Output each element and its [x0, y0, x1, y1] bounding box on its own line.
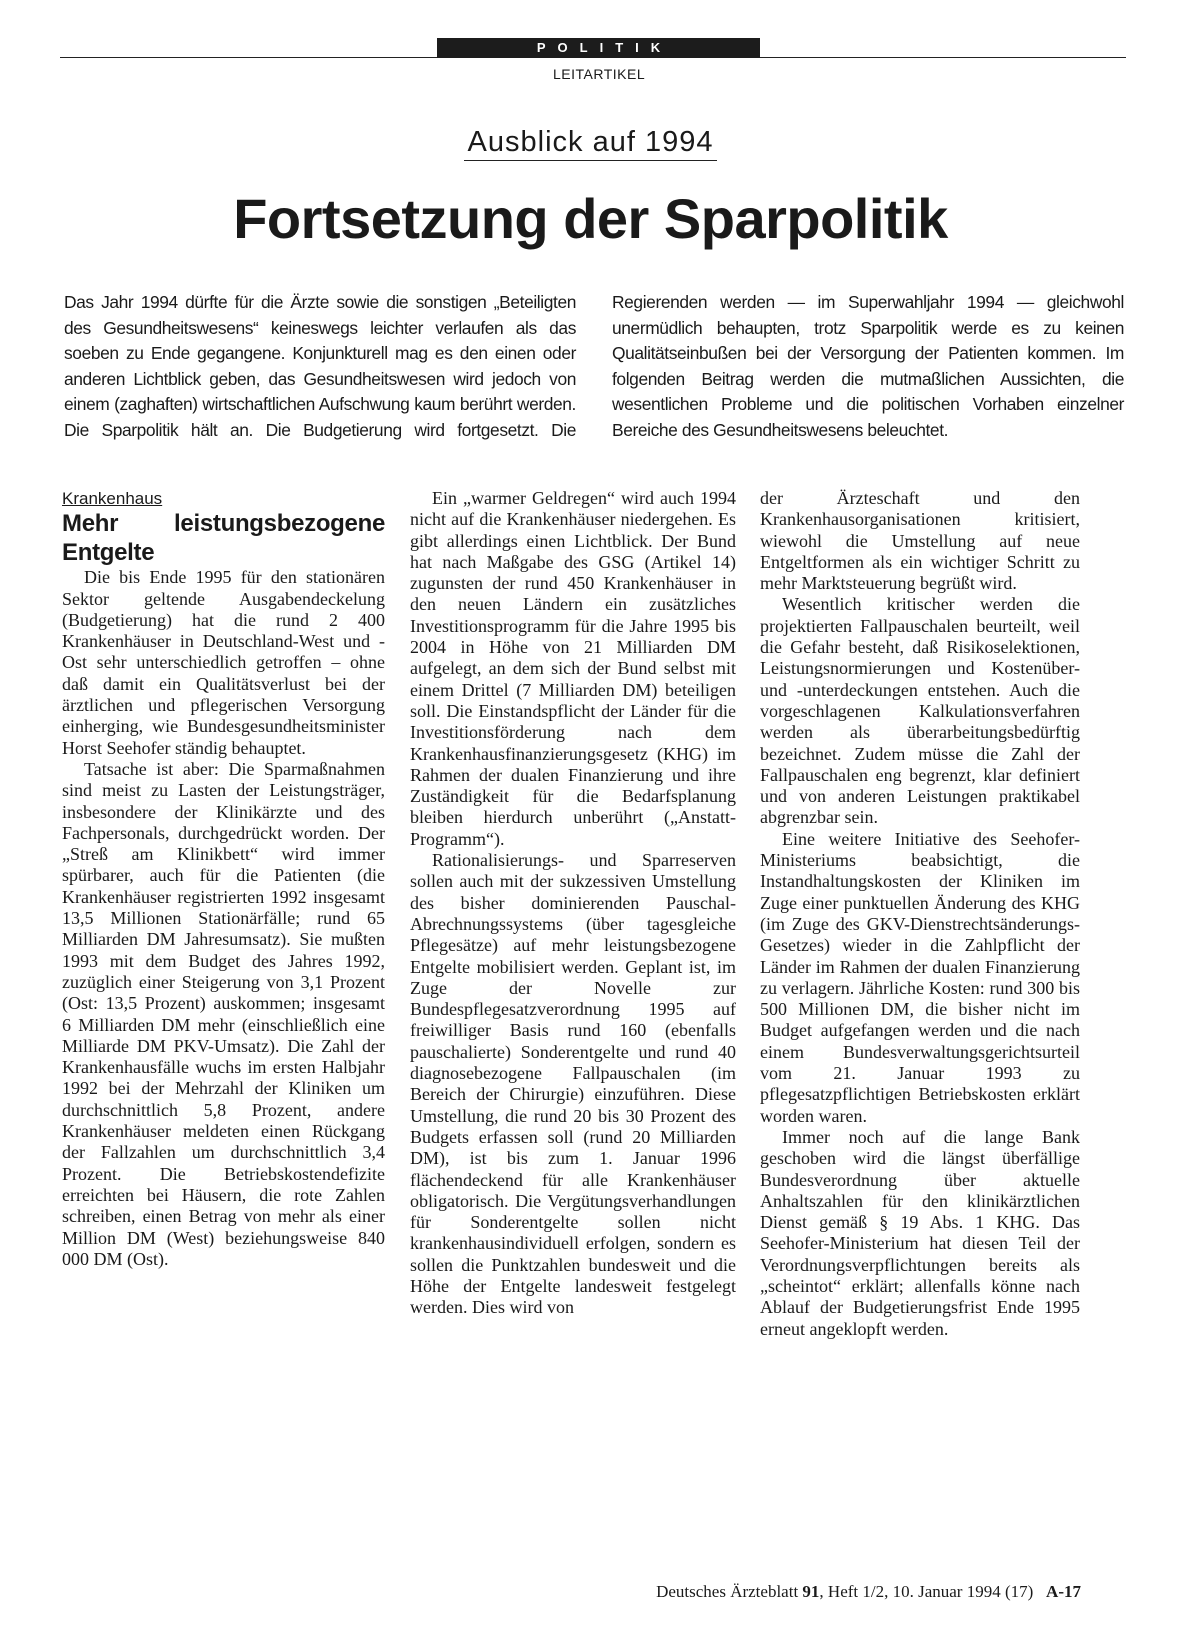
paragraph: Wesentlich kritischer werden die projektierten Fallpauschalen beurteilt, weil die Gefahr besteht, daß Risikoselektionen, Leistungsnormierungen und Kostenüber- und -unterdeckungen entstehen. Auch die vorgeschlagenen Kalkulationsverfahren werden als überarbeitungsbedürftig bezeichnet. Zudem müsse die Zahl der Fallpauschalen eng begrenzt, klar definiert und von anderen Leistungen praktikabel abgrenzbar sein. — [760, 594, 1080, 828]
kicker-text: Ausblick auf 1994 — [464, 126, 718, 161]
journal-volume: 91 — [802, 1582, 820, 1601]
paragraph: Tatsache ist aber: Die Sparmaßnahmen sind meist zu Lasten der Leistungsträger, insbesondere der Klinikärzte und des Fachpersonals, durchgedrückt worden. Der „Streß am Klinikbett“ wird immer spürbarer, auch für die Patienten (die Krankenhäuser registrierten 1992 insgesamt 13,5 Millionen Stationärfälle; rund 65 Milliarden DM Jahresumsatz). Sie mußten 1993 mit dem Budget des Jahres 1992, zuzüglich einer Steigerung von 3,1 Prozent (Ost: 13,5 Prozent) auskommen; insgesamt 6 Milliarden DM mehr (einschließlich eine Milliarde DM PKV-Umsatz). Die Zahl der Krankenhausfälle wuchs im ersten Halbjahr 1992 bei der Mehrzahl der Kliniken um durchschnittlich 5,8 Prozent, andere Krankenhäuser meldeten einen Rückgang der Fallzahlen um durchschnittlich 3,4 Prozent. Die Betriebskostendefizite erreichten bei Häusern, die rote Zahlen schreiben, einen Betrag von mehr als einer Million DM (West) beziehungsweise 840 000 DM (Ost). — [62, 758, 385, 1269]
paragraph: der Ärzteschaft und den Krankenhausorganisationen kritisiert, wiewohl die Umstellung auf neue Entgeltformen als ein wichtiger Schritt zu mehr Marktsteuerung begrüßt wird. — [760, 488, 1080, 594]
paragraph: Ein „warmer Geldregen“ wird auch 1994 nicht auf die Krankenhäuser niedergehen. Es gibt allerdings einen Lichtblick. Der Bund hat nach Maßgabe des GSG (Artikel 14) zugunsten der rund 450 Krankenhäuser in den neuen Ländern ein zusätzliches Investitionsprogramm für die Jahre 1995 bis 2004 in Höhe von 21 Milliarden DM aufgelegt, an dem sich der Bund selbst mit einem Drittel (7 Milliarden DM) beteiligen soll. Die Einstandspflicht der Länder für die Investitionsförderung nach dem Krankenhausfinanzierungsgesetz (KHG) im Rahmen der dualen Finanzierung und ihre Zuständigkeit für die Bedarfsplanung bleiben hierdurch unberührt („Anstatt-Programm“). — [410, 488, 736, 849]
journal-name: Deutsches Ärzteblatt — [656, 1582, 799, 1601]
issue-date: , Heft 1/2, 10. Januar 1994 (17) — [819, 1582, 1034, 1601]
page-number: A-17 — [1046, 1582, 1081, 1601]
paragraph: Eine weitere Initiative des Seehofer-Ministeriums beabsichtigt, die Instandhaltungskosten der Kliniken im Zuge einer punktuellen Änderung des KHG (im Zuge des GKV-Dienstrechtsänderungs-Gesetzes) wieder in die Zahlpflicht der Länder im Rahmen der dualen Finanzierung zu verlagern. Jährliche Kosten: rund 300 bis 500 Millionen DM, die bisher nicht im Budget aufgefangen werden und die nach einem Bundesverwaltungsgerichtsurteil vom 21. Januar 1993 zu pflegesatzpflichtigen Betriebskosten erklärt worden waren. — [760, 828, 1080, 1126]
section-tag: POLITIK — [437, 38, 760, 58]
body-column-3 — [760, 488, 1080, 1340]
article-kicker — [0, 126, 1181, 159]
subsection-label: LEITARTIKEL — [553, 66, 646, 82]
body-column-1 — [62, 488, 385, 1270]
page-footer — [656, 1582, 1081, 1602]
paragraph: Die bis Ende 1995 für den stationären Sektor geltende Ausgabendeckelung (Budgetierung) hat die rund 2 400 Krankenhäuser in Deutschland-West und -Ost sehr unterschiedlich getroffen – ohne daß damit ein Qualitätsverlust bei der ärztlichen und pflegerischen Versorgung einherging, wie Bundesgesundheitsminister Horst Seehofer ständig behauptet. — [62, 567, 385, 758]
body-column-2 — [410, 488, 736, 1319]
article-headline: Fortsetzung der Sparpolitik — [233, 187, 948, 250]
section-subhead: Mehr leistungsbezogene Entgelte — [62, 510, 385, 567]
paragraph: Immer noch auf die lange Bank geschoben wird die längst überfällige Bundesverordnung über aktuelle Anhaltszahlen für den klinikärztlichen Dienst gemäß § 19 Abs. 1 KHG. Das Seehofer-Ministerium hat diesen Teil der Verordnungsverpflichtungen bereits als „scheintot“ erklärt; allenfalls könne nach Ablauf der Budgetierungsfrist Ende 1995 erneut angeklopft werden. — [760, 1126, 1080, 1339]
paragraph: Rationalisierungs- und Sparreserven sollen auch mit der sukzessiven Umstellung des bisher dominierenden Pauschal-Abrechnungssystems (über tagesgleiche Pflegesätze) auf mehr leistungsbezogene Entgelte mobilisiert werden. Geplant ist, im Zuge der Novelle zur Bundespflegesatzverordnung 1995 auf freiwilliger Basis rund 160 (ebenfalls pauschalierte) Sonderentgelte und rund 40 diagnosebezogene Fallpauschalen (im Bereich der Chirurgie) einzuführen. Diese Umstellung, die rund 20 bis 30 Prozent des Budgets erfassen soll (rund 20 Milliarden DM), ist bis zum 1. Januar 1996 flächendeckend für alle Krankenhäuser obligatorisch. Die Vergütungsverhandlungen für Sonderentgelte sollen nicht krankenhausindividuell erfolgen, sondern es sollen die Punktzahlen bundesweit und die Höhe der Entgelte landesweit festgelegt werden. Dies wird von — [410, 850, 736, 1318]
rubric-label: Krankenhaus — [62, 489, 163, 508]
article-lead: Das Jahr 1994 dürfte für die Ärzte sowie die sonstigen „Beteiligten des Gesundheitswesens“ keineswegs leichter verlaufen als das soeben zu Ende gegangene. Konjunkturell mag es den einen oder anderen Lichtblick geben, das Gesundheitswesen wird jedoch von einem (zaghaften) wirtschaftlichen Aufschwung kaum berührt werden. Die Sparpolitik hält an. Die Budgetierung wird fortgesetzt. Die Regierenden werden — im Superwahljahr 1994 — gleichwohl unermüdlich behaupten, trotz Sparpolitik werde es zu keinen Qualitätseinbußen bei der Versorgung der Patienten kommen. Im folgenden Beitrag werden die mutmaßlichen Aussichten, die wesentlichen Probleme und die politischen Vorhaben einzelner Bereiche des Gesundheitswesens beleuchtet. — [64, 292, 1124, 440]
